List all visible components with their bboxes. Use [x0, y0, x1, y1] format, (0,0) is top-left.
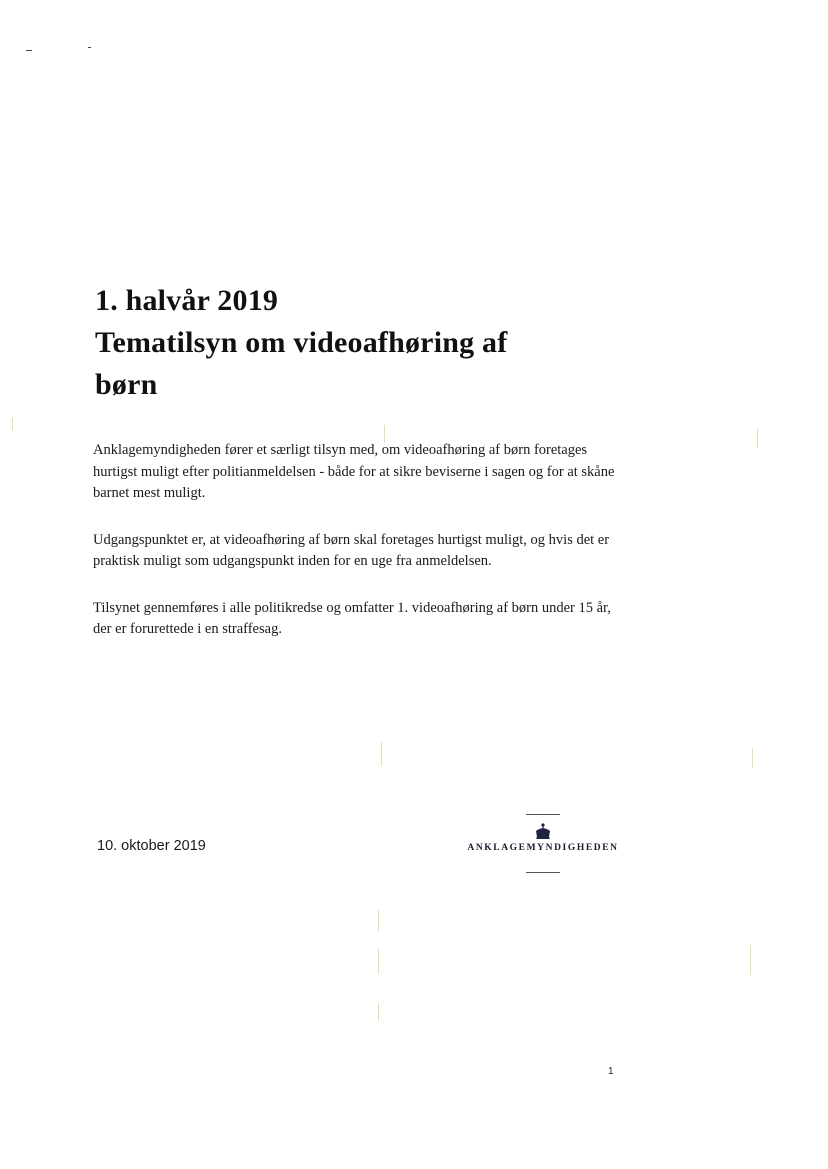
anklagemyndigheden-logo — [458, 808, 628, 878]
scan-artifact — [88, 47, 91, 48]
scan-artifact — [757, 428, 758, 448]
page-number: 1 — [608, 1066, 614, 1077]
scan-artifact — [378, 948, 379, 974]
scan-artifact — [378, 910, 379, 932]
document-date: 10. oktober 2019 — [97, 838, 206, 854]
paragraph: Anklagemyndigheden fører et særligt tilsyn med, om videoafhøring af børn foretages hurtigst muligt efter politianmeldelsen - både for at sikre beviserne i sagen og for at skåne barnet mest muligt. — [93, 442, 615, 501]
logo-rule — [526, 872, 560, 873]
scan-artifact — [750, 945, 751, 975]
title-line: børn — [95, 368, 158, 401]
scan-artifact — [378, 1003, 379, 1021]
logo-rule — [526, 814, 560, 815]
logo-text: ANKLAGEMYNDIGHEDEN — [467, 843, 619, 853]
title-line: 1. halvår 2019 — [95, 284, 279, 317]
scan-artifact — [752, 748, 753, 768]
body-text — [93, 440, 628, 666]
scan-artifact — [381, 742, 382, 766]
crown-icon — [533, 822, 553, 842]
scan-artifact — [12, 418, 13, 430]
document-title — [95, 280, 655, 406]
paragraph: Udgangspunktet er, at videoafhøring af børn skal foretages hurtigst muligt, og hvis det er praktisk muligt som udgangspunkt inden for en uge fra anmeldelsen. — [93, 531, 610, 569]
scan-artifact — [26, 50, 32, 51]
paragraph: Tilsynet gennemføres i alle politikredse og omfatter 1. videoafhøring af børn under 15 år, der er forurettede i en straffesag. — [93, 599, 611, 637]
title-line: Tematilsyn om videoafhøring af — [95, 326, 508, 359]
